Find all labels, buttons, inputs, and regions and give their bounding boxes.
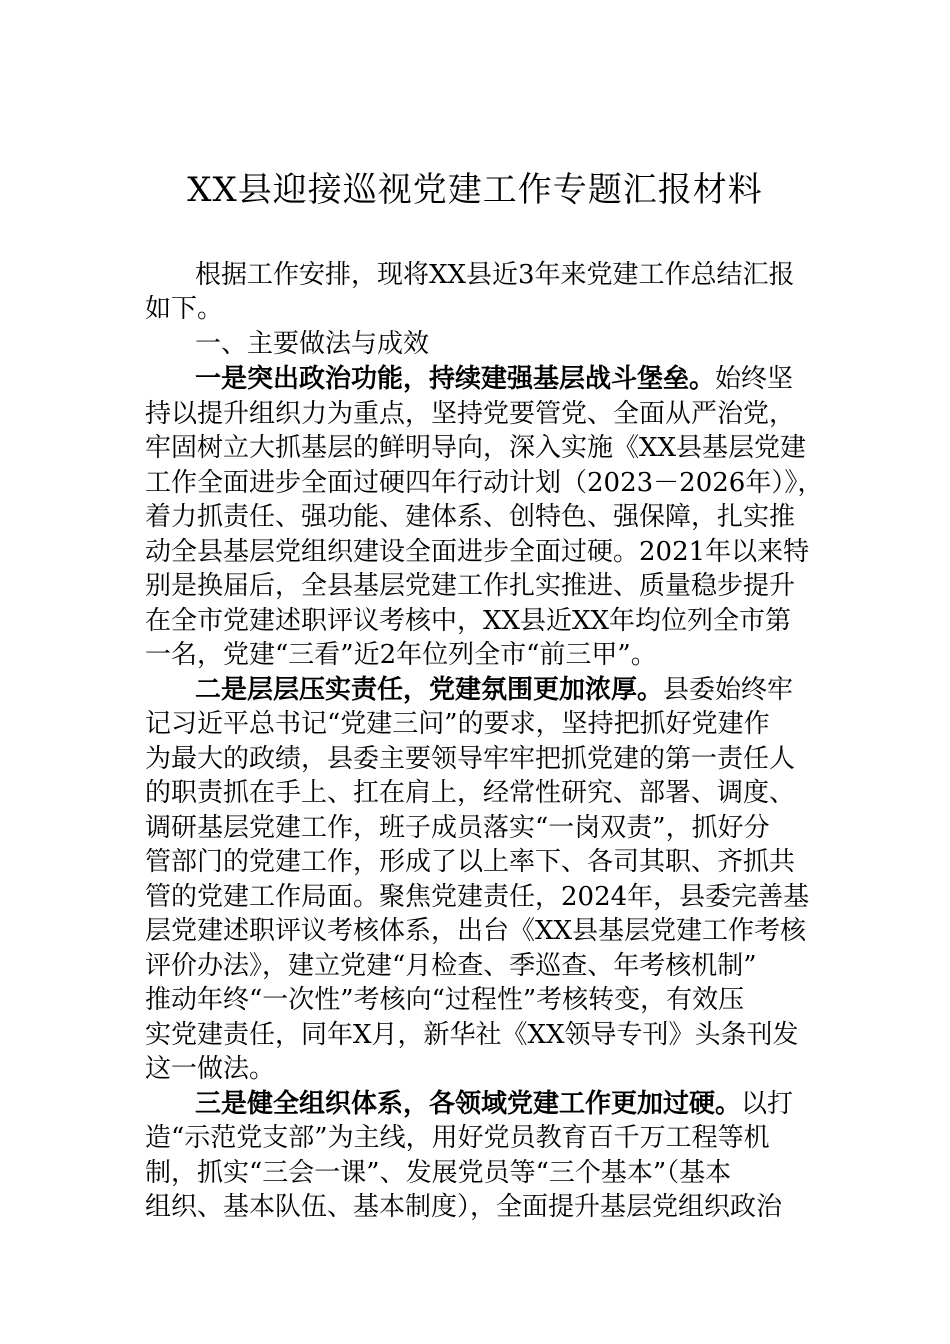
text-line	[145, 500, 795, 534]
heading-text: 二是层层压实责任，党建氛围更加浓厚。	[195, 675, 664, 705]
text-line	[145, 1018, 799, 1052]
body-text: 为最大的政绩，县委主要领导牢牢把抓党建的第一责任人	[145, 744, 796, 774]
text-line	[195, 327, 429, 361]
text-line	[145, 1052, 275, 1086]
body-text: 管的党建工作局面。聚焦党建责任，2024年，县委完善基	[145, 882, 810, 912]
body-text: 实党建责任，同年X月，新华社《XX领导专刊》头条刊发	[145, 1020, 799, 1050]
body-text: 县委始终牢	[663, 675, 794, 705]
text-line	[145, 638, 657, 672]
body-text: 制，抓实“三会一课”、发展党员等“三个基本”（基本	[145, 1158, 732, 1188]
body-text: 在全市党建述职评议考核中，XX县近XX年均位列全市第	[145, 606, 792, 636]
body-text: 动全县基层党组织建设全面进步全面过硬。2021年以来特	[145, 537, 810, 567]
text-line	[145, 431, 806, 465]
body-text: 牢固树立大抓基层的鲜明导向，深入实施《XX县基层党建	[145, 433, 807, 463]
document-title: XX县迎接巡视党建工作专题汇报材料	[187, 170, 763, 210]
body-text: 的职责抓在手上、扛在肩上，经常性研究、部署、调度、	[145, 778, 796, 808]
text-line	[145, 811, 770, 845]
body-text: 这一做法。	[145, 1054, 276, 1084]
body-text: 始终坚	[715, 364, 794, 394]
body-text: 一名，党建“三看”近2年位列全市“前三甲”。	[145, 640, 657, 670]
text-line	[145, 1121, 770, 1155]
text-line	[145, 292, 223, 326]
text-line	[145, 776, 795, 810]
text-line	[145, 535, 809, 569]
text-line	[145, 707, 770, 741]
body-text: 根据工作安排，现将XX县近3年来党建工作总结汇报	[195, 260, 795, 290]
text-line	[195, 362, 793, 396]
body-text: 组织、基本队伍、基本制度），全面提升基层党组织政治	[145, 1192, 783, 1222]
text-line	[145, 949, 757, 983]
text-line	[195, 673, 793, 707]
text-line	[195, 258, 795, 292]
body-text: 评价办法》，建立党建“月检查、季巡查、年考核机制”	[145, 951, 757, 981]
text-line	[145, 880, 809, 914]
body-text: 调研基层党建工作，班子成员落实“一岗双责”，抓好分	[145, 813, 770, 843]
body-text: 以打	[741, 1089, 794, 1119]
body-text: 持以提升组织力为重点，坚持党要管党、全面从严治党，	[145, 399, 796, 429]
body-text: 记习近平总书记“党建三问”的要求，坚持把抓好党建作	[145, 709, 770, 739]
body-text: 造“示范党支部”为主线，用好党员教育百千万工程等机	[145, 1123, 770, 1153]
text-line	[195, 1087, 793, 1121]
heading-text: 一是突出政治功能，持续建强基层战斗堡垒。	[195, 364, 716, 394]
text-line	[145, 604, 791, 638]
text-line	[145, 983, 744, 1017]
text-line	[145, 397, 795, 431]
body-text: 层党建述职评议考核体系，出台《XX县基层党建工作考核	[145, 916, 807, 946]
text-line	[145, 845, 795, 879]
text-line	[145, 914, 806, 948]
body-text: 工作全面进步全面过硬四年行动计划（2023－2026年）》，	[145, 468, 824, 498]
heading-text: 三是健全组织体系，各领域党建工作更加过硬。	[195, 1089, 742, 1119]
body-text: 别是换届后，全县基层党建工作扎实推进、质量稳步提升	[145, 571, 796, 601]
body-text: 一、主要做法与成效	[195, 329, 430, 359]
body-text: 着力抓责任、强功能、建体系、创特色、强保障，扎实推	[145, 502, 796, 532]
text-line	[145, 1190, 782, 1224]
text-line	[145, 1156, 731, 1190]
body-text: 管部门的党建工作，形成了以上率下、各司其职、齐抓共	[145, 847, 796, 877]
text-line	[145, 742, 795, 776]
text-line	[145, 569, 795, 603]
body-text: 推动年终“一次性”考核向“过程性”考核转变，有效压	[145, 985, 745, 1015]
body-text: 如下。	[145, 294, 224, 324]
text-line	[145, 466, 823, 500]
